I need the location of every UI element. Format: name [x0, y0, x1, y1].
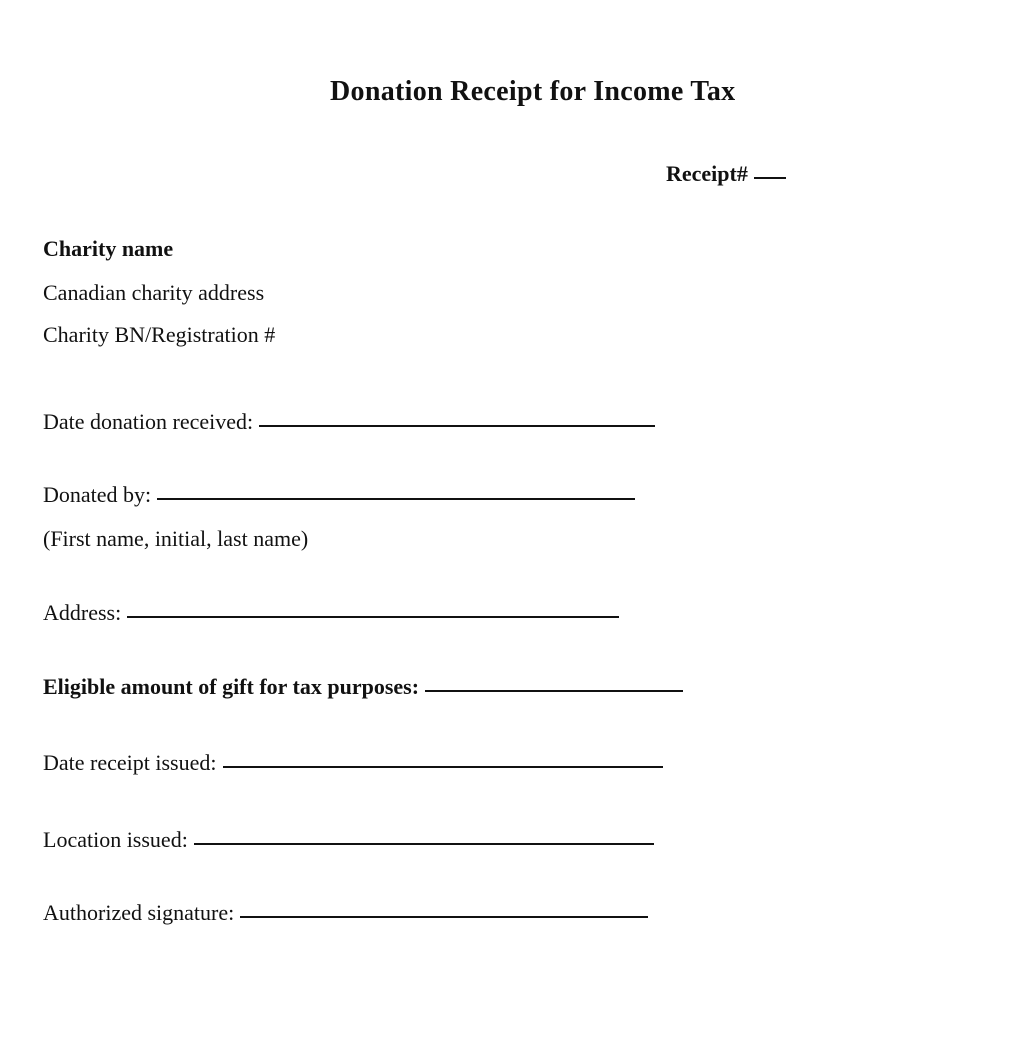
date-issued-label: Date receipt issued: — [43, 750, 217, 775]
signature-blank[interactable] — [240, 915, 648, 918]
date-received-row — [43, 409, 655, 435]
address-row — [43, 600, 619, 626]
donated-by-blank[interactable] — [157, 497, 635, 500]
eligible-amount-blank[interactable] — [425, 689, 683, 692]
donated-by-hint: (First name, initial, last name) — [43, 526, 309, 551]
signature-label: Authorized signature: — [43, 900, 235, 925]
eligible-amount-label: Eligible amount of gift for tax purposes: — [43, 674, 420, 699]
location-issued-blank[interactable] — [194, 842, 654, 845]
charity-address: Canadian charity address — [43, 280, 265, 305]
receipt-number-row — [666, 161, 786, 187]
date-issued-row — [43, 750, 663, 776]
charity-registration: Charity BN/Registration # — [43, 322, 276, 347]
receipt-number-blank[interactable] — [754, 176, 786, 179]
receipt-number-label: Receipt# — [666, 161, 748, 186]
signature-row — [43, 900, 648, 926]
donated-by-label: Donated by: — [43, 482, 152, 507]
document-title: Donation Receipt for Income Tax — [330, 76, 736, 107]
date-received-label: Date donation received: — [43, 409, 254, 434]
location-issued-row — [43, 827, 654, 853]
address-label: Address: — [43, 600, 122, 625]
date-issued-blank[interactable] — [223, 765, 663, 768]
location-issued-label: Location issued: — [43, 827, 188, 852]
eligible-amount-row — [43, 674, 683, 700]
charity-name: Charity name — [43, 236, 174, 261]
date-received-blank[interactable] — [259, 424, 655, 427]
donated-by-row — [43, 482, 635, 508]
address-blank[interactable] — [127, 615, 619, 618]
